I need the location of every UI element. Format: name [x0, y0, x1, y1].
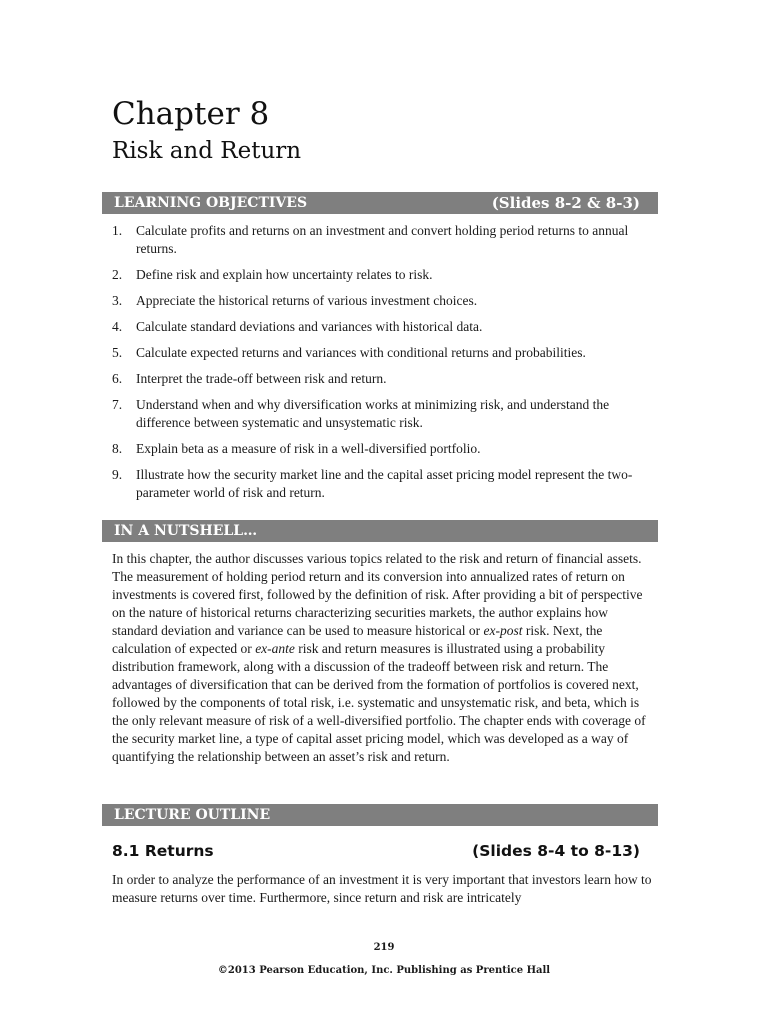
- learning-objectives-header: [102, 192, 658, 214]
- nutshell-header: [102, 520, 658, 542]
- page-number: 219: [373, 942, 395, 953]
- learning-objectives-list: [112, 222, 652, 510]
- list-item: [112, 396, 652, 432]
- list-item-number: 1.: [112, 223, 123, 238]
- list-item-number: 4.: [112, 319, 123, 334]
- nutshell-text-2: risk. Next, the calculation of expected or: [112, 623, 603, 656]
- list-item-number: 9.: [112, 467, 123, 482]
- list-item-text: Illustrate how the security market line and the capital asset pricing model represent the two-parameter world of risk and return.: [136, 467, 633, 500]
- lecture-outline-header: [102, 804, 658, 826]
- list-item-number: 6.: [112, 371, 123, 386]
- copyright-notice: ©2013 Pearson Education, Inc. Publishing as Prentice Hall: [217, 965, 551, 976]
- nutshell-em-ex-ante: ex-ante: [255, 641, 295, 656]
- list-item-number: 8.: [112, 441, 123, 456]
- list-item-text: Calculate profits and returns on an investment and convert holding period returns to annual returns.: [136, 223, 629, 256]
- list-item-text: Define risk and explain how uncertainty relates to risk.: [136, 267, 433, 282]
- list-item: [112, 266, 652, 284]
- list-item-number: 5.: [112, 345, 123, 360]
- nutshell-text-3: risk and return measures is illustrated using a probability distribution framework, along with a discussion of the tradeoff between risk and return. The advantages of diversification that can be derived from the formation of portfolios is covered next, followed by the components of total risk, i.e. systematic and unsystematic risk, and beta, which is the only relevant measure of risk of a well-diversified portfolio. The chapter ends with coverage of the security market line, a type of capital asset pricing model, which was developed as a way of quantifying the relationship between an asset’s risk and return.: [112, 641, 646, 764]
- list-item: [112, 292, 652, 310]
- list-item-text: Understand when and why diversification works at minimizing risk, and understand the difference between systematic and unsystematic risk.: [136, 397, 610, 430]
- nutshell-paragraph: [112, 550, 654, 766]
- learning-objectives-slides: (Slides 8-2 & 8-3): [491, 194, 640, 212]
- section-8-1-slides: (Slides 8-4 to 8-13): [472, 842, 640, 860]
- list-item: [112, 440, 652, 458]
- list-item-text: Calculate standard deviations and variances with historical data.: [136, 319, 483, 334]
- list-item-text: Calculate expected returns and variances with conditional returns and probabilities.: [136, 345, 586, 360]
- section-8-1-title: 8.1 Returns: [112, 842, 214, 860]
- list-item: [112, 466, 652, 502]
- lecture-outline-title: LECTURE OUTLINE: [114, 807, 271, 823]
- list-item-text: Interpret the trade-off between risk and return.: [136, 371, 387, 386]
- chapter-title: Chapter 8: [112, 96, 270, 132]
- list-item-text: Explain beta as a measure of risk in a well-diversified portfolio.: [136, 441, 481, 456]
- list-item-number: 7.: [112, 397, 123, 412]
- list-item: [112, 370, 652, 388]
- list-item: [112, 222, 652, 258]
- section-8-1-heading: [112, 842, 640, 860]
- nutshell-title: IN A NUTSHELL…: [114, 523, 258, 539]
- nutshell-text-1: In this chapter, the author discusses various topics related to the risk and return of financial assets. The measurement of holding period return and its conversion into annualized rates of return on investments is covered first, followed by the definition of risk. After providing a bit of perspective on the nature of historical returns characterizing securities markets, the author explains how standard deviation and variance can be used to measure historical or: [112, 551, 643, 638]
- list-item: [112, 318, 652, 336]
- chapter-subtitle: Risk and Return: [112, 138, 302, 164]
- list-item-text: Appreciate the historical returns of various investment choices.: [136, 293, 478, 308]
- list-item-number: 3.: [112, 293, 123, 308]
- learning-objectives-title: LEARNING OBJECTIVES: [114, 195, 308, 211]
- list-item: [112, 344, 652, 362]
- nutshell-em-ex-post: ex-post: [483, 623, 523, 638]
- list-item-number: 2.: [112, 267, 123, 282]
- section-8-1-paragraph: In order to analyze the performance of an investment it is very important that investors learn how to measure returns over time. Furthermore, since return and risk are intricately: [112, 872, 652, 905]
